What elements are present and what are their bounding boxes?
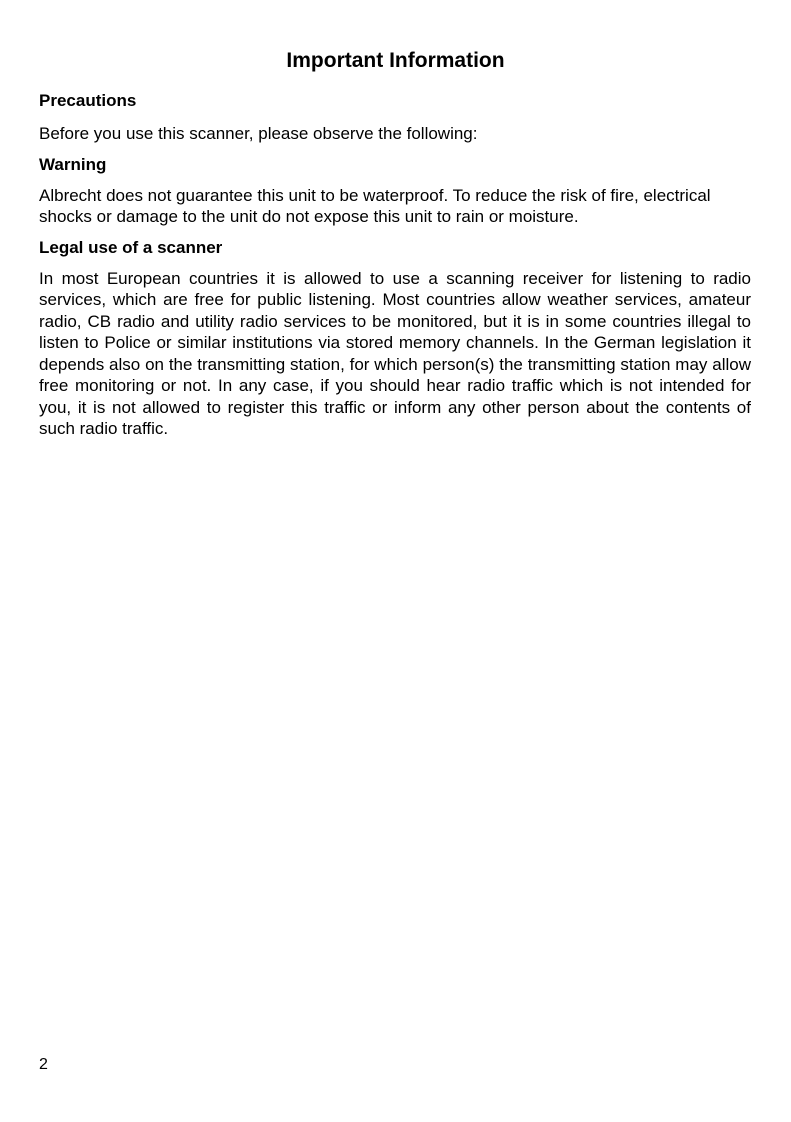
section-heading-precautions: Precautions <box>39 91 137 110</box>
section-heading-warning: Warning <box>39 154 107 174</box>
section-heading-legal-use: Legal use of a scanner <box>39 237 223 257</box>
section-text-legal-use: In most European countries it is allowed to use a scanning receiver for listening to radio services, which are free for public listening. Most countries allow weather services, amateur radio, CB radio and utility radio services to be monitored, but it is in some countries illegal to listen to Police or similar institutions via stored memory channels. In the German legislation it depends also on the transmitting station, for which person(s) the transmitting station may allow free monitoring or not. In any case, if you should hear radio traffic which is not intended for you, it is not allowed to register this traffic or inform any other person about the contents of such radio traffic. <box>39 268 751 438</box>
section-text-warning: Albrecht does not guarantee this unit to be waterproof. To reduce the risk of fire, electrical shocks or damage to the unit do not expose this unit to rain or moisture. <box>39 185 711 226</box>
page-number: 2 <box>39 1056 48 1073</box>
page-title: Important Information <box>286 49 505 72</box>
section-text-precautions: Before you use this scanner, please observe the following: <box>39 124 478 143</box>
page-content <box>39 90 751 440</box>
